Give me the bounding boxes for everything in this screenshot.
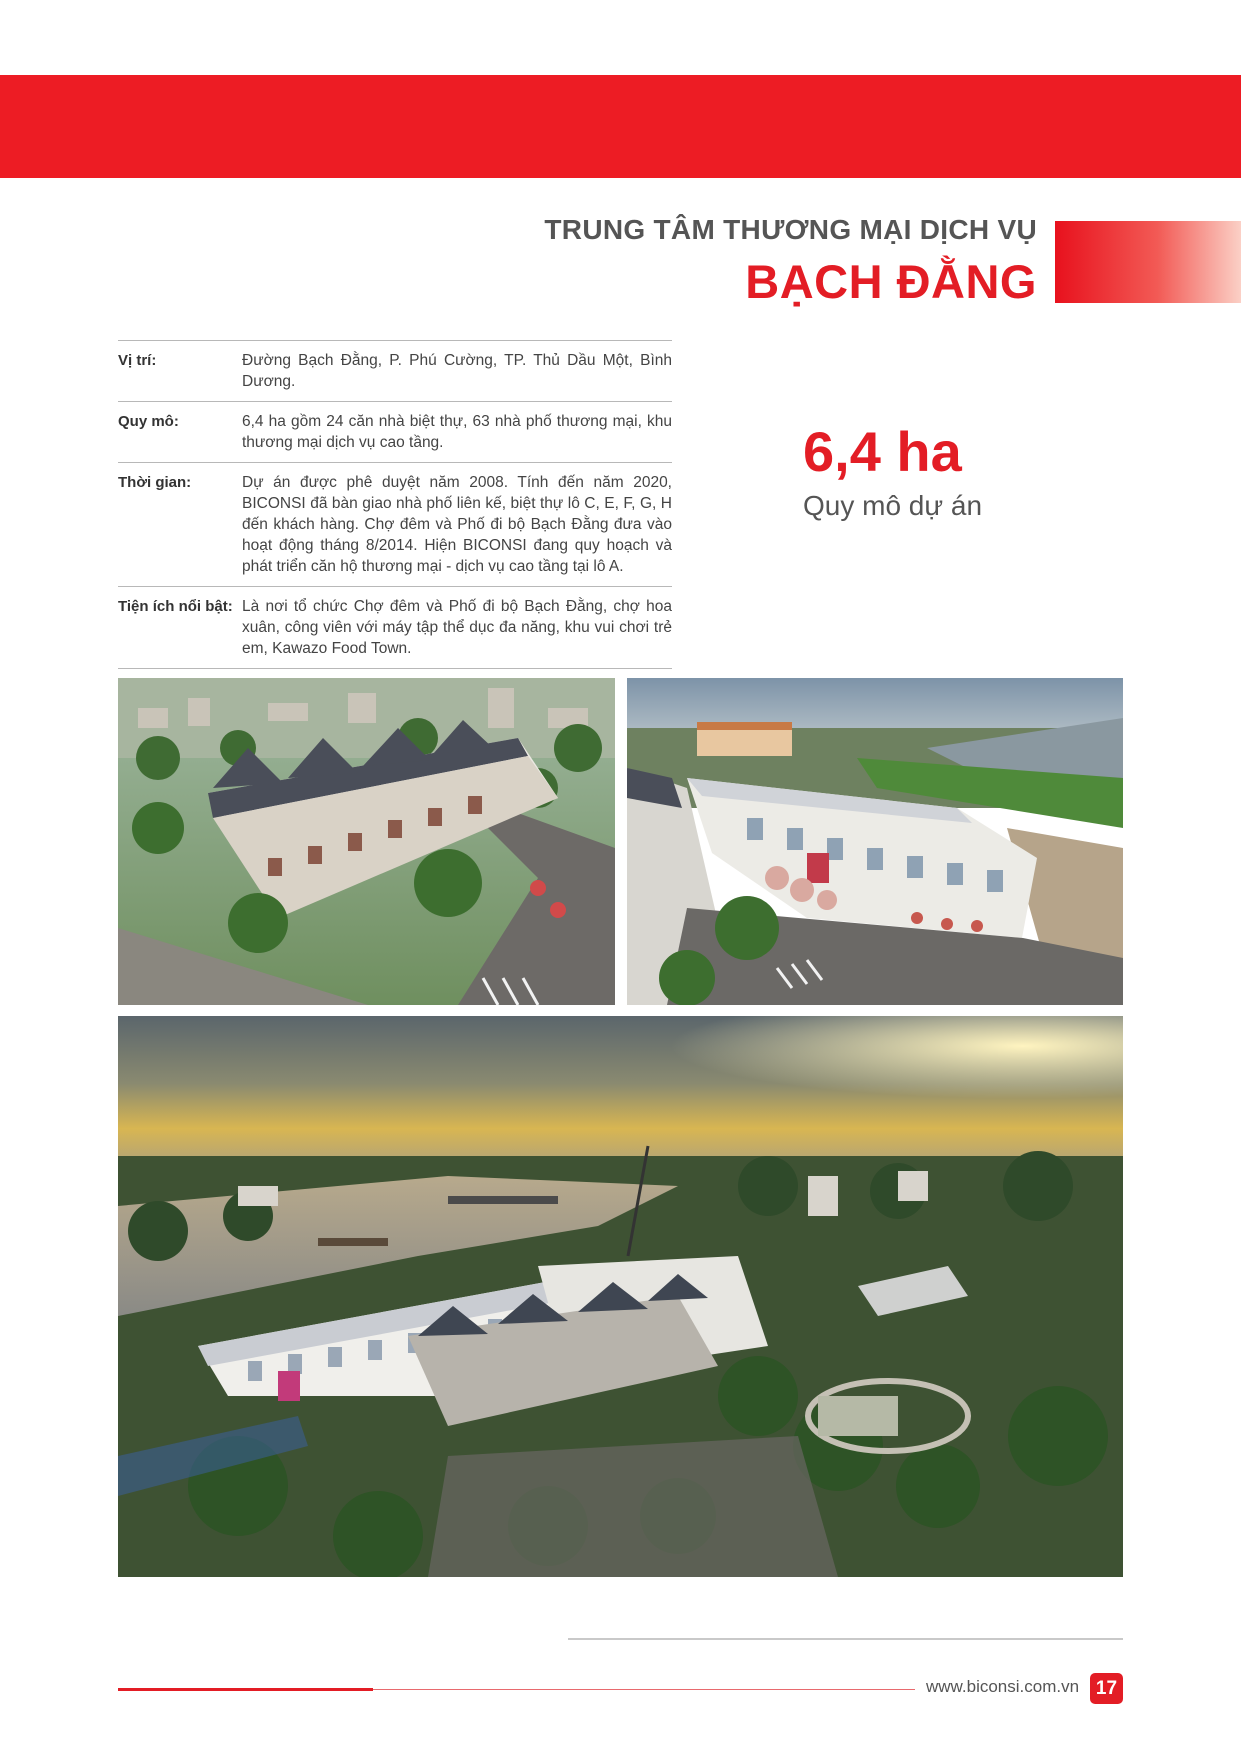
info-value: Đường Bạch Đằng, P. Phú Cường, TP. Thủ Dầu Một, Bình Dương. bbox=[242, 352, 672, 390]
page-heading bbox=[544, 214, 1037, 309]
footer-website-link[interactable]: www.biconsi.com.vn bbox=[926, 1677, 1080, 1696]
info-value: 6,4 ha gồm 24 căn nhà biệt thự, 63 nhà phố thương mại, khu thương mại dịch vụ cao tầng. bbox=[242, 413, 672, 451]
info-value: Dự án được phê duyệt năm 2008. Tính đến năm 2020, BICONSI đã bàn giao nhà phố liên kế, biệt thự lô C, E, F, G, H đến khách hàng. Chợ đêm và Phố đi bộ Bạch Đằng đưa vào hoạt động tháng 8/2014. Hiện BICONSI đang quy hoạch và phát triển căn hộ thương mại - dịch vụ cao tầng tại lô A. bbox=[242, 474, 672, 575]
info-label: Thời gian: bbox=[118, 474, 192, 491]
info-label: Vị trí: bbox=[118, 352, 157, 369]
footer-divider-thin bbox=[373, 1689, 915, 1690]
info-row-scale bbox=[118, 402, 672, 463]
aerial-photo-villas bbox=[118, 678, 615, 1005]
heading-title: BẠCH ĐẰNG bbox=[745, 255, 1037, 308]
panoramic-photo-sunset-river bbox=[118, 1016, 1123, 1577]
footer-divider-upper bbox=[568, 1638, 1123, 1640]
info-row-amenities bbox=[118, 587, 672, 669]
stat-label: Quy mô dự án bbox=[803, 490, 983, 521]
footer-divider-red bbox=[118, 1688, 373, 1691]
page-number-badge: 17 bbox=[1090, 1673, 1123, 1704]
info-value: Là nơi tổ chức Chợ đêm và Phố đi bộ Bạch Đằng, chợ hoa xuân, công viên với máy tập thể dục đa năng, khu vui chơi trẻ em, Kawazo Food Town. bbox=[242, 598, 672, 657]
info-row-timeline bbox=[118, 463, 672, 587]
info-label: Quy mô: bbox=[118, 413, 179, 430]
aerial-photo-shophouses-river bbox=[627, 678, 1123, 1005]
info-label: Tiện ích nổi bật: bbox=[118, 598, 233, 615]
info-row-location bbox=[118, 341, 672, 402]
stat-value: 6,4 ha bbox=[803, 420, 962, 483]
heading-accent-block bbox=[1055, 221, 1241, 303]
project-info-table bbox=[118, 340, 672, 669]
project-scale-stat bbox=[803, 420, 982, 522]
heading-subtitle: TRUNG TÂM THƯƠNG MẠI DỊCH VỤ bbox=[544, 214, 1037, 245]
top-red-band bbox=[0, 75, 1241, 178]
